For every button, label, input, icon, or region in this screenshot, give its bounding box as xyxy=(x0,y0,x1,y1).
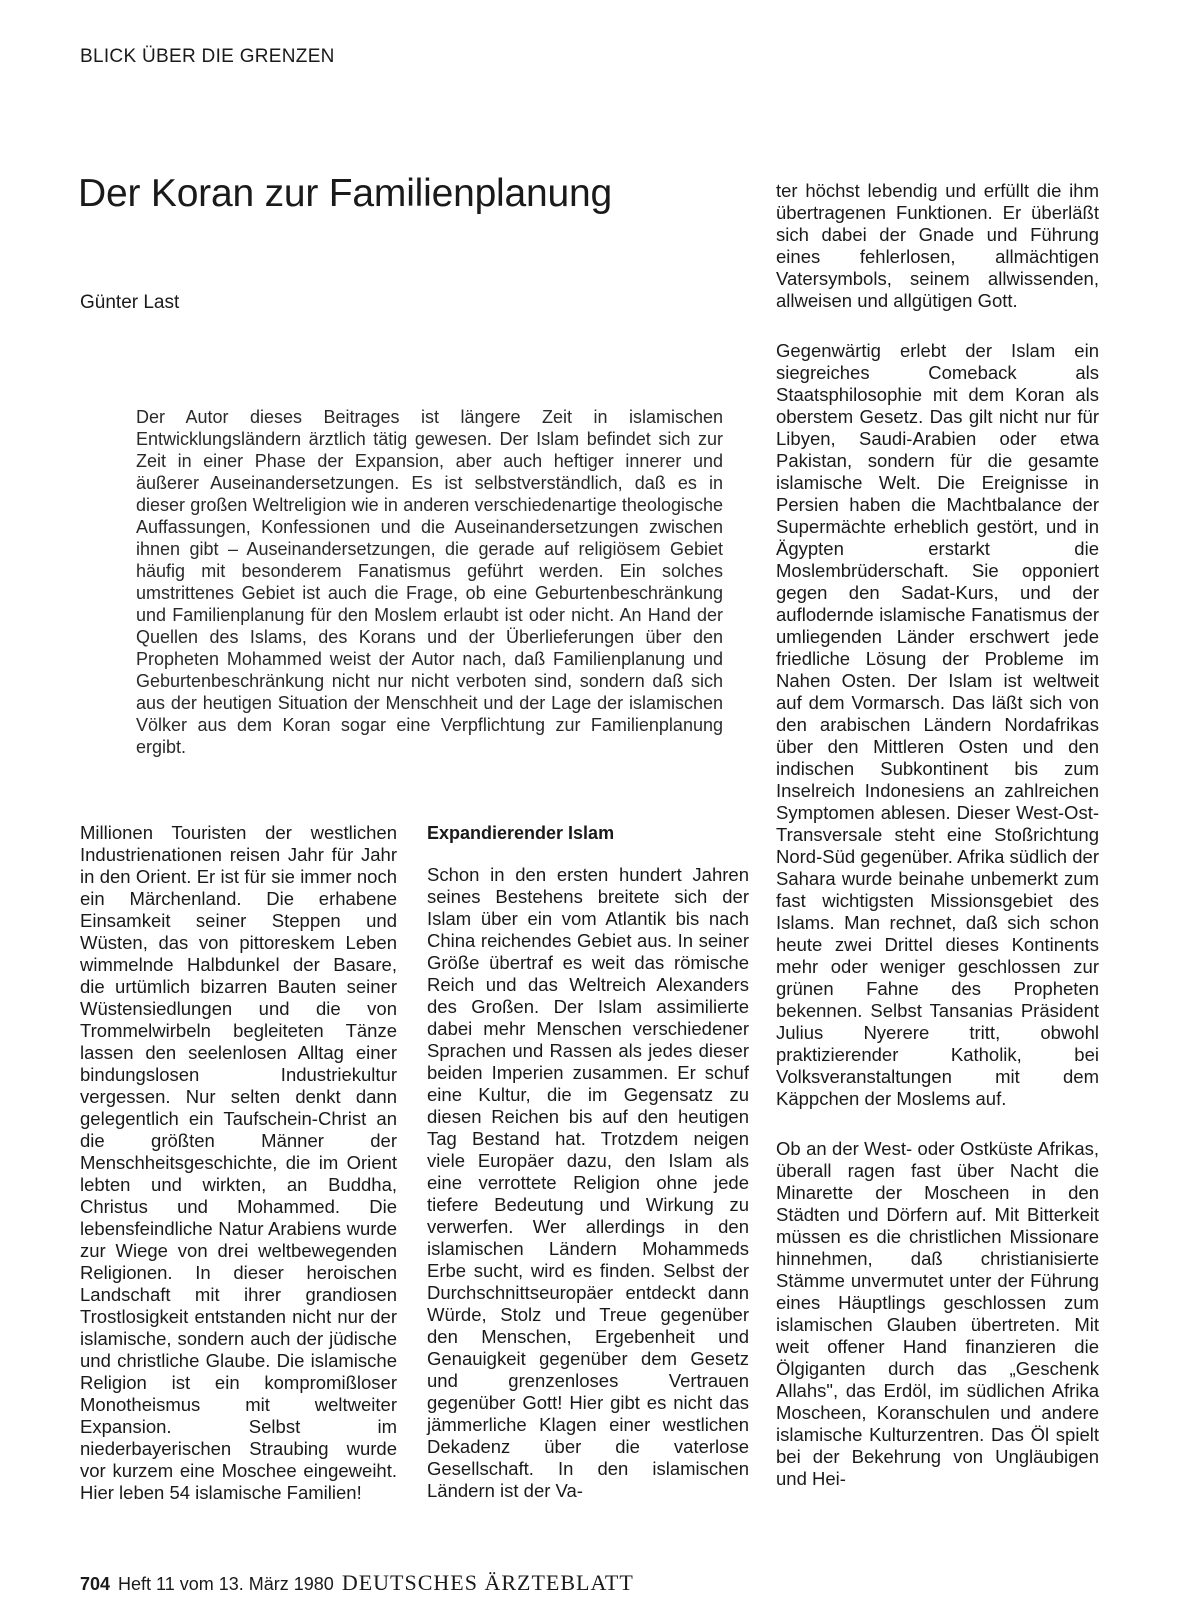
author-name: Günter Last xyxy=(80,292,180,313)
section-label: BLICK ÜBER DIE GRENZEN xyxy=(80,46,335,67)
body-paragraph: Schon in den ersten hundert Jahren seines Bestehens breitete sich der Islam über ein vom Atlantik bis nach China reichendes Gebiet aus. In seiner Größe übertraf es weit das römische Reich und das Weltreich Alexanders des Großen. Der Islam assimilierte dabei mehr Menschen verschiedener Sprachen und Rassen als jedes dieser beiden Imperien zusammen. Er schuf eine Kultur, die im Gegensatz zu diesen Reichen bis auf den heutigen Tag Bestand hat. Trotzdem neigen viele Europäer dazu, den Islam als eine verrottete Religion ohne jede tiefere Bedeutung und Wirkung zu verwerfen. Wer allerdings in den islamischen Ländern Mohammeds Erbe sucht, wird es finden. Selbst der Durchschnittseuropäer entdeckt dann Würde, Stolz und Treue gegenüber den Menschen, Ergebenheit und Genauigkeit gegenüber dem Gesetz und grenzenloses Vertrauen gegenüber Gott! Hier gibt es nicht das jämmerliche Klagen einer westlichen Dekadenz über die vaterlose Gesellschaft. In den islamischen Ländern ist der Va- xyxy=(427,864,749,1501)
section-heading: Expandierender Islam xyxy=(427,823,615,843)
body-column-1 xyxy=(80,822,397,1504)
page-footer xyxy=(80,1570,634,1596)
issue-info: Heft 11 vom 13. März 1980 xyxy=(118,1574,334,1594)
body-column-2 xyxy=(427,822,749,1502)
page-number: 704 xyxy=(80,1574,111,1594)
body-paragraph: Gegenwärtig erlebt der Islam ein siegreiches Comeback als Staatsphilosophie mit dem Koran als oberstem Gesetz. Das gilt nicht nur für Libyen, Saudi-Arabien oder etwa Pakistan, sondern für die gesamte islamische Welt. Die Ereignisse in Persien haben die Machtbalance der Supermächte erheblich gestört, und in Ägypten erstarkt die Moslembrüderschaft. Sie opponiert gegen den Sadat-Kurs, und der auflodernde islamische Fanatismus der umliegenden Länder erschwert jede friedliche Lösung der Probleme im Nahen Osten. Der Islam ist weltweit auf dem Vormarsch. Das läßt sich von den arabischen Ländern Nordafrikas über den Mittleren Osten und den indischen Subkontinent bis zum Inselreich Indonesiens an zahlreichen Symptomen ablesen. Dieser West-Ost-Transversale steht eine Stoßrichtung Nord-Süd gegenüber. Afrika südlich der Sahara wurde beinahe unbemerkt zum fast wichtigsten Missionsgebiet des Islams. Man rechnet, daß sich schon heute zwei Drittel dieses Kontinents mehr oder weniger geschlossen zur grünen Fahne des Propheten bekennen. Selbst Tansanias Präsident Julius Nyerere tritt, obwohl praktizierender Katholik, bei Volksveranstaltungen mit dem Käppchen der Moslems auf. xyxy=(776,340,1099,1109)
body-paragraph: Millionen Touristen der westlichen Industrienationen reisen Jahr für Jahr in den Orient. Er ist für sie immer noch ein Märchenland. Die erhabene Einsamkeit seiner Steppen und Wüsten, das von pittoreskem Leben wimmelnde Halbdunkel der Basare, die urtümlich bizarren Bauten seiner Wüstensiedlungen und die von Trommelwirbeln begleiteten Tänze lassen den seelenlosen Alltag einer bindungslosen Industriekultur vergessen. Nur selten denkt dann gelegentlich ein Taufschein-Christ an die größten Männer der Menschheitsgeschichte, die im Orient lebten und wirkten, an Buddha, Christus und Mohammed. Die lebensfeindliche Natur Arabiens wurde zur Wiege von drei weltbewegenden Religionen. In dieser heroischen Landschaft mit ihrer grandiosen Trostlosigkeit entstanden nicht nur der islamische, sondern auch der jüdische und christliche Glaube. Die islamische Religion ist ein kompromißloser Monotheismus mit weltweiter Expansion. Selbst im niederbayerischen Straubing wurde vor kurzem eine Moschee eingeweiht. Hier leben 54 islamische Familien! xyxy=(80,822,397,1503)
article-title: Der Koran zur Familienplanung xyxy=(78,172,612,215)
body-paragraph: Ob an der West- oder Ostküste Afrikas, überall ragen fast über Nacht die Minarette der Moscheen in den Städten und Dörfern auf. Mit Bitterkeit müssen es die christlichen Missionare hinnehmen, daß christianisierte Stämme unvermutet unter der Führung eines Häuptlings geschlossen zum islamischen Glauben übertreten. Mit weit offener Hand finanzieren die Ölgiganten durch das „Geschenk Allahs", das Erdöl, im südlichen Afrika Moscheen, Koranschulen und andere islamische Kulturzentren. Das Öl spielt bei der Bekehrung von Ungläubigen und Hei- xyxy=(776,1138,1099,1489)
abstract: Der Autor dieses Beitrages ist längere Zeit in islamischen Entwicklungsländern ärztlich tätig gewesen. Der Islam befindet sich zur Zeit in einer Phase der Expansion, aber auch heftiger innerer und äußerer Auseinandersetzungen. Es ist selbstverständlich, daß es in dieser großen Weltreligion wie in anderen verschiedenartige theologische Auffassungen, Konfessionen und die Auseinandersetzungen zwischen ihnen gibt – Auseinandersetzungen, die gerade auf religiösem Gebiet häufig mit besonderem Fanatismus geführt werden. Ein solches umstrittenes Gebiet ist auch die Frage, ob eine Geburtenbeschränkung und Familienplanung für den Moslem erlaubt ist oder nicht. An Hand der Quellen des Islams, des Korans und der Überlieferungen über den Propheten Mohammed weist der Autor nach, daß Familienplanung und Geburtenbeschränkung nicht nur nicht verboten sind, sondern daß sich aus der heutigen Situation der Menschheit und der Lage der islamischen Völker aus dem Koran sogar eine Verpflichtung zur Familienplanung ergibt. xyxy=(136,407,723,757)
body-paragraph: ter höchst lebendig und erfüllt die ihm übertragenen Funktionen. Er überläßt sich dabei der Gnade und Führung eines fehlerlosen, allmächtigen Vatersymbols, seinem allwissenden, allweisen und allgütigen Gott. xyxy=(776,180,1099,311)
body-column-3 xyxy=(776,180,1099,1490)
magazine-name: DEUTSCHES ÄRZTEBLATT xyxy=(341,1570,634,1595)
